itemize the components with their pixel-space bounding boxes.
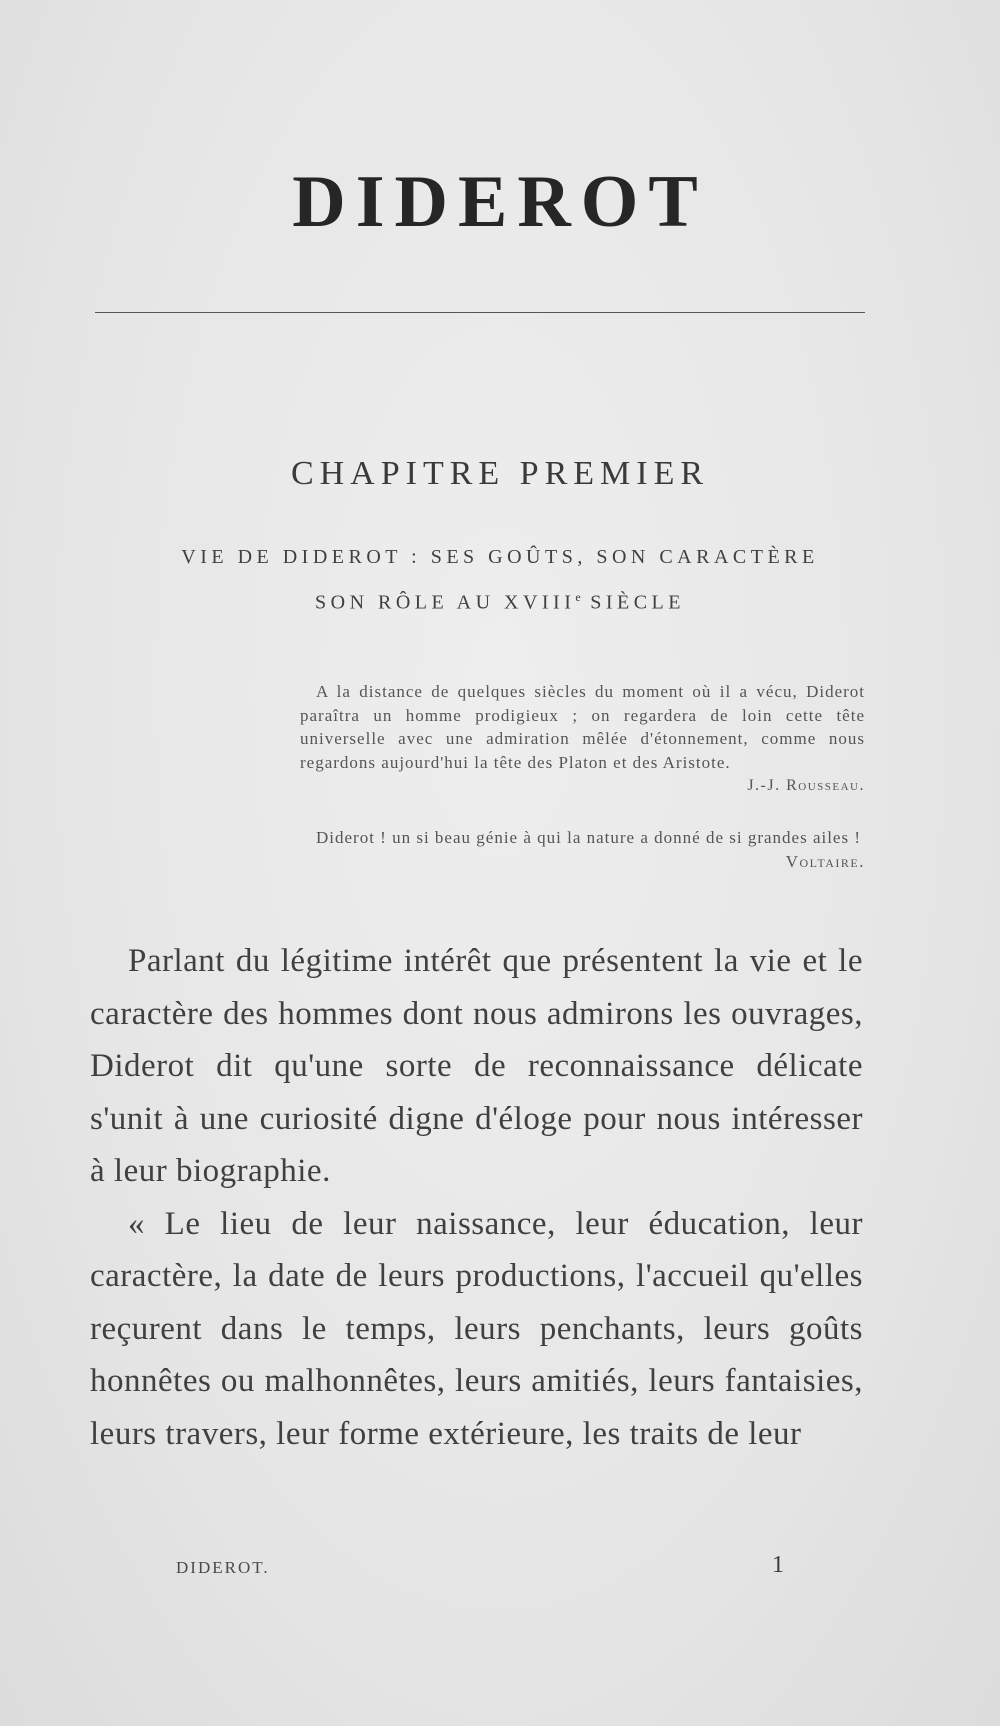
epigraph-text: Diderot ! un si beau génie à qui la nature a donné de si grandes ailes ! [316, 828, 862, 847]
epigraph-voltaire [300, 826, 865, 873]
subtitle-line2-sup: e [575, 590, 581, 604]
epigraph-text: A la distance de quelques siècles du moment où il a vécu, Diderot paraîtra un homme prodigieux ; on regardera de loin cette tête universelle avec une admiration mêlée d'étonnement, comme nous regardons aujourd'hui la tête des Platon et des Aristote. [300, 682, 865, 772]
title-rule [95, 312, 865, 313]
chapter-subtitle-line2 [0, 590, 1000, 615]
book-title: DIDEROT [292, 161, 708, 243]
body-paragraph: Parlant du légitime intérêt que présentent la vie et le caractère des hommes dont nous admirons les ouvrages, Diderot dit qu'une sorte de reconnaissance délicate s'unit à une curiosité digne d'éloge pour nous intéresser à leur biographie. [90, 943, 863, 1189]
epigraph-author: J.-J. Rousseau. [747, 777, 865, 794]
subtitle-line2-pre: SON RÔLE AU XVIII [315, 591, 576, 614]
subtitle-line2-post: SIÈCLE [580, 591, 685, 614]
chapter-subtitle-line1: VIE DE DIDEROT : SES GOÛTS, SON CARACTÈRE [181, 546, 819, 568]
epigraph-rousseau [300, 680, 865, 798]
chapter-heading: CHAPITRE PREMIER [290, 455, 710, 492]
signature-mark: DIDEROT. [176, 1558, 270, 1577]
epigraph-author: Voltaire. [785, 851, 865, 871]
body-text [90, 935, 863, 1460]
body-paragraph: « Le lieu de leur naissance, leur éducation, leur caractère, la date de leurs productions, l'accueil qu'elles reçurent dans le temps, leurs penchants, leurs goûts honnêtes ou malhonnêtes, leurs amitiés, leurs fantaisies, leurs travers, leur forme extérieure, les traits de leur [90, 1205, 863, 1452]
page-number: 1 [772, 1552, 784, 1578]
